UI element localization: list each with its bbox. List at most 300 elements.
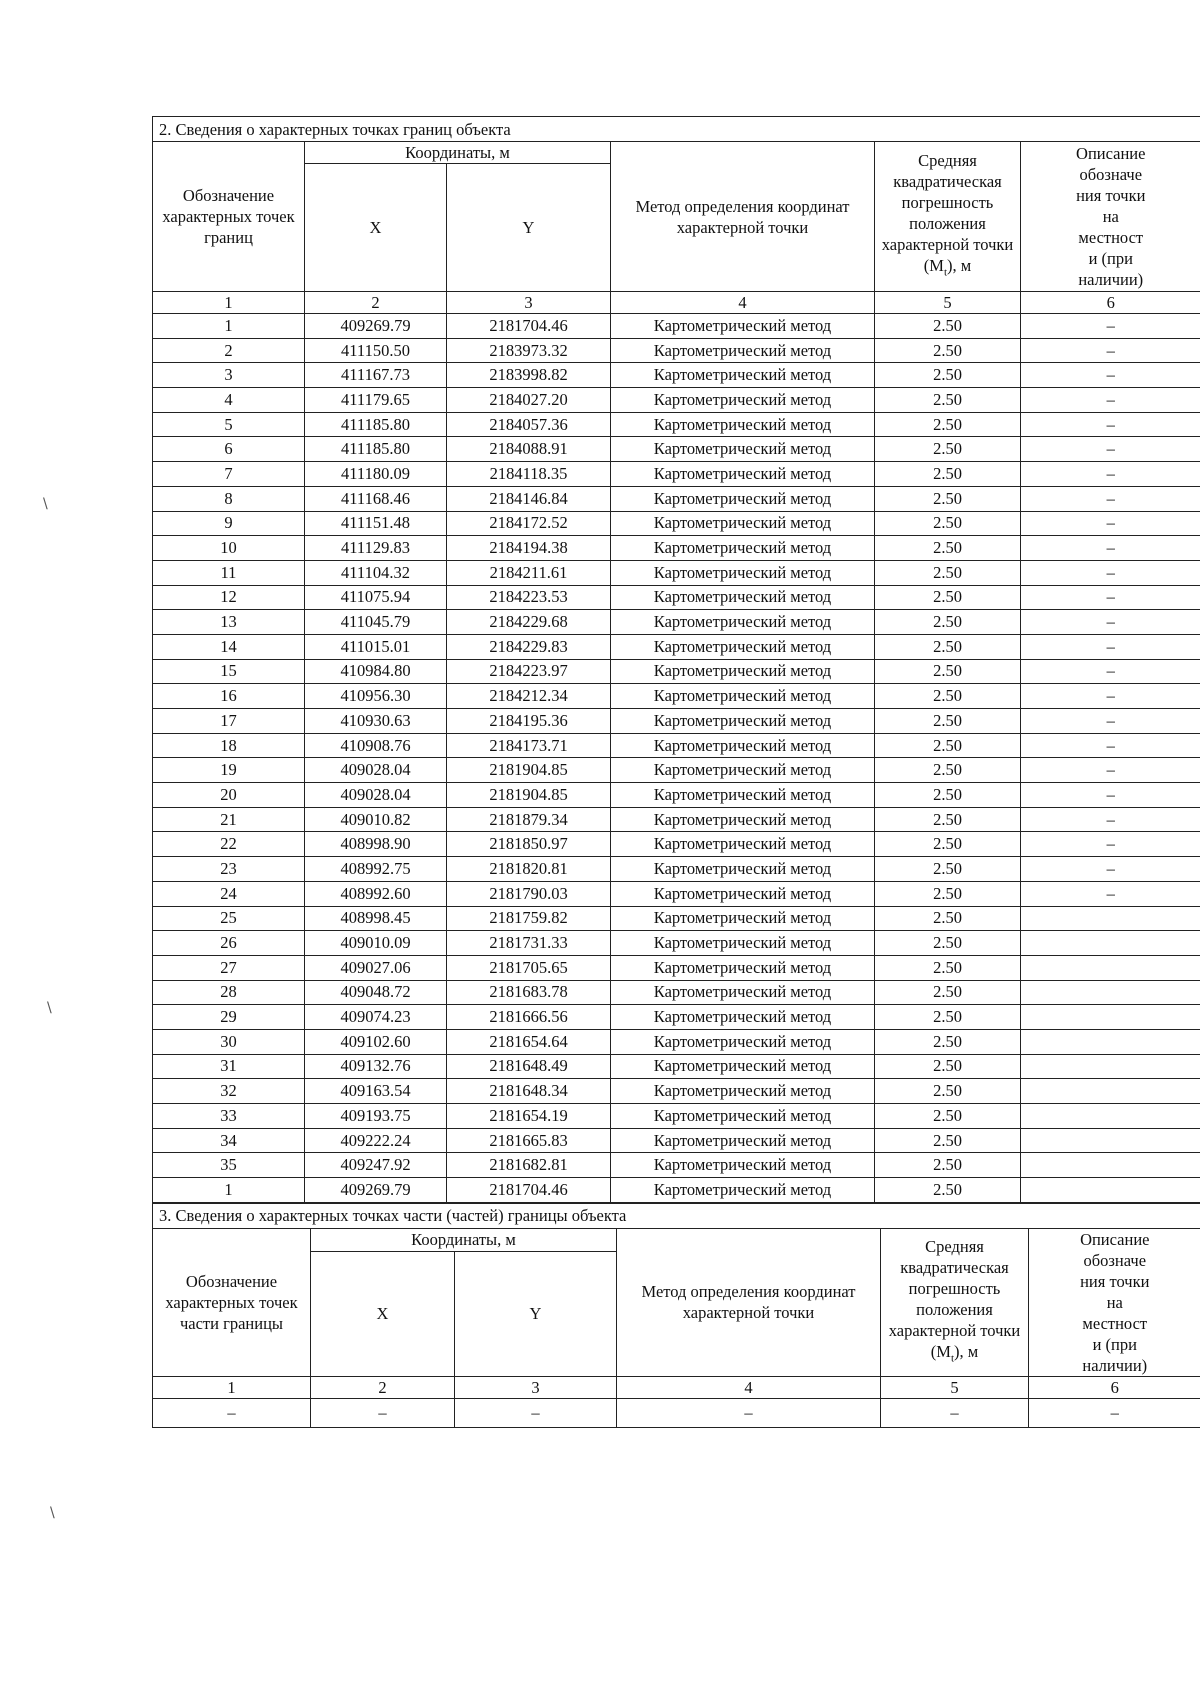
point-number-cell: 26	[153, 931, 305, 956]
table-row	[153, 758, 1200, 783]
mean-error-cell: 2.50	[875, 733, 1021, 758]
mean-error-cell: 2.50	[875, 980, 1021, 1005]
header-y: Y	[447, 164, 611, 292]
point-number-cell: 13	[153, 610, 305, 635]
method-cell: Картометрический метод	[611, 462, 875, 487]
table-row	[153, 906, 1200, 931]
coord-x-cell: 409048.72	[305, 980, 447, 1005]
point-number-cell: 5	[153, 412, 305, 437]
coord-y-cell: 2181704.46	[447, 314, 611, 339]
header-description	[1021, 142, 1200, 292]
method-cell: Картометрический метод	[611, 684, 875, 709]
description-cell: –	[1021, 758, 1200, 783]
header-point-designation: Обозначение характерных точек границ	[153, 142, 305, 292]
method-cell: Картометрический метод	[611, 955, 875, 980]
mean-error-cell: 2.50	[875, 511, 1021, 536]
description-cell: –	[1029, 1398, 1200, 1427]
method-cell: Картометрический метод	[611, 857, 875, 882]
point-number-cell: 1	[153, 1178, 305, 1203]
header-description-line: местност	[1082, 1313, 1148, 1333]
point-number-cell: 30	[153, 1029, 305, 1054]
mean-error-cell: 2.50	[875, 388, 1021, 413]
table-row	[153, 733, 1200, 758]
method-cell: Картометрический метод	[611, 1104, 875, 1129]
table-row	[153, 1153, 1200, 1178]
header-mean-error: Средняя квадратическая погрешность положения характерной точки $(M_t)$, м	[881, 1228, 1029, 1376]
method-cell: Картометрический метод	[611, 758, 875, 783]
method-cell: Картометрический метод	[611, 437, 875, 462]
method-cell: Картометрический метод	[611, 881, 875, 906]
description-cell: –	[1021, 363, 1200, 388]
column-number: 3	[455, 1376, 617, 1398]
table-row	[153, 980, 1200, 1005]
coord-y-cell: 2181665.83	[447, 1128, 611, 1153]
mean-error-cell: 2.50	[875, 634, 1021, 659]
point-number-cell: 8	[153, 486, 305, 511]
table-row	[153, 363, 1200, 388]
table-row	[153, 783, 1200, 808]
table-row	[153, 1005, 1200, 1030]
coord-x-cell: 411075.94	[305, 585, 447, 610]
point-number-cell: 35	[153, 1153, 305, 1178]
table-row	[153, 832, 1200, 857]
mean-error-cell: 2.50	[875, 1128, 1021, 1153]
point-number-cell: 4	[153, 388, 305, 413]
description-cell: –	[1021, 733, 1200, 758]
coord-y-cell: 2181705.65	[447, 955, 611, 980]
coord-x-cell: 411185.80	[305, 412, 447, 437]
coord-y-cell: 2184088.91	[447, 437, 611, 462]
coord-x-cell: 408992.75	[305, 857, 447, 882]
coord-x-cell: 409193.75	[305, 1104, 447, 1129]
mean-error-cell: 2.50	[875, 1153, 1021, 1178]
point-number-cell: 21	[153, 807, 305, 832]
mean-error-cell: 2.50	[875, 363, 1021, 388]
method-cell: Картометрический метод	[611, 585, 875, 610]
description-cell	[1021, 1005, 1200, 1030]
column-number: 1	[153, 292, 305, 314]
coord-x-cell: 411180.09	[305, 462, 447, 487]
column-number: 4	[611, 292, 875, 314]
method-cell: Картометрический метод	[611, 832, 875, 857]
header-description-line: ния точки	[1076, 186, 1146, 205]
coord-y-cell: 2184195.36	[447, 709, 611, 734]
table-row	[153, 1178, 1200, 1203]
point-number-cell: 34	[153, 1128, 305, 1153]
header-coordinates: Координаты, м	[311, 1228, 617, 1251]
coord-y-cell: 2184211.61	[447, 560, 611, 585]
table-row	[153, 338, 1200, 363]
mean-error-cell: 2.50	[875, 857, 1021, 882]
header-y: Y	[455, 1251, 617, 1376]
mean-error-cell: 2.50	[875, 783, 1021, 808]
method-cell: Картометрический метод	[611, 363, 875, 388]
table-row	[153, 634, 1200, 659]
description-cell: –	[1021, 585, 1200, 610]
header-point-designation: Обозначение характерных точек части границы	[153, 1228, 311, 1376]
description-cell: –	[1021, 881, 1200, 906]
description-cell: –	[1021, 511, 1200, 536]
point-number-cell: 6	[153, 437, 305, 462]
coord-y-cell: 2181654.19	[447, 1104, 611, 1129]
point-number-cell: –	[153, 1398, 311, 1427]
coord-x-cell: 410908.76	[305, 733, 447, 758]
method-cell: Картометрический метод	[611, 1153, 875, 1178]
point-number-cell: 2	[153, 338, 305, 363]
table-row	[153, 1054, 1200, 1079]
point-number-cell: 1	[153, 314, 305, 339]
column-number: 3	[447, 292, 611, 314]
table-row	[153, 1079, 1200, 1104]
coord-x-cell: 409163.54	[305, 1079, 447, 1104]
table-row	[153, 536, 1200, 561]
point-number-cell: 3	[153, 363, 305, 388]
header-description-line: наличии)	[1078, 270, 1144, 289]
method-cell: Картометрический метод	[611, 1079, 875, 1104]
description-cell	[1021, 1054, 1200, 1079]
mean-error-cell: 2.50	[875, 1104, 1021, 1129]
table-row	[153, 931, 1200, 956]
method-cell: Картометрический метод	[611, 610, 875, 635]
method-cell: Картометрический метод	[611, 1178, 875, 1203]
point-number-cell: 12	[153, 585, 305, 610]
description-cell: –	[1021, 807, 1200, 832]
point-number-cell: 29	[153, 1005, 305, 1030]
point-number-cell: 22	[153, 832, 305, 857]
table-row	[153, 709, 1200, 734]
method-cell: Картометрический метод	[611, 733, 875, 758]
coord-y-cell: 2181759.82	[447, 906, 611, 931]
coord-y-cell: 2181682.81	[447, 1153, 611, 1178]
description-cell	[1021, 1178, 1200, 1203]
description-cell: –	[1021, 338, 1200, 363]
method-cell: Картометрический метод	[611, 511, 875, 536]
point-number-cell: 15	[153, 659, 305, 684]
method-cell: Картометрический метод	[611, 1128, 875, 1153]
header-description-line: обозначе	[1083, 1250, 1147, 1270]
method-cell: Картометрический метод	[611, 338, 875, 363]
coord-x-cell: 410930.63	[305, 709, 447, 734]
method-cell: Картометрический метод	[611, 634, 875, 659]
coord-x-cell: 411045.79	[305, 610, 447, 635]
table-row	[153, 610, 1200, 635]
description-cell	[1021, 980, 1200, 1005]
method-cell: Картометрический метод	[611, 388, 875, 413]
table-row	[153, 388, 1200, 413]
coord-y-cell: 2181704.46	[447, 1178, 611, 1203]
mean-error-cell: 2.50	[875, 560, 1021, 585]
coord-y-cell: 2181666.56	[447, 1005, 611, 1030]
scan-speck: \	[43, 496, 48, 512]
table-row	[153, 1398, 1200, 1427]
description-cell: –	[1021, 832, 1200, 857]
coord-x-cell: 411015.01	[305, 634, 447, 659]
header-method: Метод определения координат характерной точки	[617, 1228, 881, 1376]
mean-error-cell: 2.50	[875, 585, 1021, 610]
point-number-cell: 27	[153, 955, 305, 980]
coord-x-cell: 411150.50	[305, 338, 447, 363]
coord-x-cell: 411168.46	[305, 486, 447, 511]
method-cell: Картометрический метод	[611, 807, 875, 832]
method-cell: Картометрический метод	[611, 314, 875, 339]
description-cell	[1021, 1153, 1200, 1178]
header-description-line: на	[1102, 207, 1119, 226]
coord-x-cell: 409027.06	[305, 955, 447, 980]
header-description	[1029, 1228, 1200, 1376]
mean-error-cell: 2.50	[875, 536, 1021, 561]
coord-y-cell: 2181731.33	[447, 931, 611, 956]
document-sheet	[152, 116, 1200, 1428]
coord-x-cell: 409222.24	[305, 1128, 447, 1153]
point-number-cell: 25	[153, 906, 305, 931]
mean-error-cell: 2.50	[875, 807, 1021, 832]
coord-x-cell: 409010.82	[305, 807, 447, 832]
header-coordinates: Координаты, м	[305, 142, 611, 164]
coord-y-cell: 2181683.78	[447, 980, 611, 1005]
table-row	[153, 684, 1200, 709]
method-cell: Картометрический метод	[611, 906, 875, 931]
header-x: X	[311, 1251, 455, 1376]
header-description-line: Описание	[1080, 1229, 1150, 1249]
scan-speck: \	[50, 1505, 55, 1521]
table-row	[153, 1029, 1200, 1054]
column-number: 5	[875, 292, 1021, 314]
section-title: 3. Сведения о характерных точках части (частей) границы объекта	[153, 1203, 1200, 1228]
column-number: 6	[1021, 292, 1200, 314]
table-row	[153, 462, 1200, 487]
coord-y-cell: 2184223.53	[447, 585, 611, 610]
point-number-cell: 31	[153, 1054, 305, 1079]
coord-x-cell: –	[311, 1398, 455, 1427]
header-description-line: и (при	[1088, 249, 1133, 268]
mean-error-cell: 2.50	[875, 338, 1021, 363]
mean-error-cell: 2.50	[875, 684, 1021, 709]
coord-x-cell: 411185.80	[305, 437, 447, 462]
coord-x-cell: 409028.04	[305, 758, 447, 783]
table-row	[153, 486, 1200, 511]
coord-x-cell: 409102.60	[305, 1029, 447, 1054]
method-cell: Картометрический метод	[611, 783, 875, 808]
column-number: 1	[153, 1376, 311, 1398]
point-number-cell: 14	[153, 634, 305, 659]
mean-error-cell: 2.50	[875, 1005, 1021, 1030]
coord-y-cell: –	[455, 1398, 617, 1427]
description-cell: –	[1021, 709, 1200, 734]
point-number-cell: 7	[153, 462, 305, 487]
scan-speck: \	[47, 1000, 52, 1016]
method-cell: Картометрический метод	[611, 1005, 875, 1030]
coord-x-cell: 409247.92	[305, 1153, 447, 1178]
coord-y-cell: 2181790.03	[447, 881, 611, 906]
coord-y-cell: 2184146.84	[447, 486, 611, 511]
coord-y-cell: 2183973.32	[447, 338, 611, 363]
mean-error-cell: 2.50	[875, 412, 1021, 437]
header-description-line: обозначе	[1079, 165, 1143, 184]
method-cell: Картометрический метод	[611, 1029, 875, 1054]
point-number-cell: 17	[153, 709, 305, 734]
column-number: 5	[881, 1376, 1029, 1398]
coord-y-cell: 2184172.52	[447, 511, 611, 536]
method-cell: Картометрический метод	[611, 980, 875, 1005]
description-cell: –	[1021, 314, 1200, 339]
coord-y-cell: 2181879.34	[447, 807, 611, 832]
coord-y-cell: 2184173.71	[447, 733, 611, 758]
point-number-cell: 23	[153, 857, 305, 882]
table-row	[153, 659, 1200, 684]
mean-error-cell: 2.50	[875, 1178, 1021, 1203]
coord-y-cell: 2184057.36	[447, 412, 611, 437]
method-cell: Картометрический метод	[611, 486, 875, 511]
point-number-cell: 16	[153, 684, 305, 709]
description-cell: –	[1021, 388, 1200, 413]
coord-x-cell: 408998.45	[305, 906, 447, 931]
coord-y-cell: 2184223.97	[447, 659, 611, 684]
coord-y-cell: 2181648.49	[447, 1054, 611, 1079]
header-mean-error: Средняя квадратическая погрешность положения характерной точки $(M_t)$, м	[875, 142, 1021, 292]
mean-error-cell: 2.50	[875, 758, 1021, 783]
coord-y-cell: 2181904.85	[447, 758, 611, 783]
description-cell	[1021, 955, 1200, 980]
coord-y-cell: 2181904.85	[447, 783, 611, 808]
coord-y-cell: 2184229.83	[447, 634, 611, 659]
boundary-points-table	[152, 116, 1200, 1203]
description-cell: –	[1021, 634, 1200, 659]
mean-error-cell: 2.50	[875, 1054, 1021, 1079]
description-cell: –	[1021, 610, 1200, 635]
coord-x-cell: 411104.32	[305, 560, 447, 585]
mean-error-cell: 2.50	[875, 709, 1021, 734]
mean-error-cell: 2.50	[875, 659, 1021, 684]
description-cell: –	[1021, 560, 1200, 585]
point-number-cell: 33	[153, 1104, 305, 1129]
description-cell	[1021, 1029, 1200, 1054]
mean-error-cell: 2.50	[875, 931, 1021, 956]
table-row	[153, 511, 1200, 536]
coord-x-cell: 409269.79	[305, 314, 447, 339]
coord-x-cell: 409010.09	[305, 931, 447, 956]
method-cell: Картометрический метод	[611, 709, 875, 734]
header-description-line: местност	[1078, 228, 1144, 247]
coord-y-cell: 2184118.35	[447, 462, 611, 487]
description-cell: –	[1021, 536, 1200, 561]
mean-error-cell: 2.50	[875, 1029, 1021, 1054]
header-description-line: Описание	[1076, 144, 1146, 163]
coord-x-cell: 410956.30	[305, 684, 447, 709]
coord-y-cell: 2181850.97	[447, 832, 611, 857]
coord-x-cell: 410984.80	[305, 659, 447, 684]
method-cell: Картометрический метод	[611, 659, 875, 684]
table-row	[153, 437, 1200, 462]
header-description-line: наличии)	[1082, 1355, 1148, 1375]
description-cell: –	[1021, 857, 1200, 882]
coord-x-cell: 411151.48	[305, 511, 447, 536]
coord-y-cell: 2181648.34	[447, 1079, 611, 1104]
method-cell: Картометрический метод	[611, 560, 875, 585]
method-cell: Картометрический метод	[611, 536, 875, 561]
description-cell	[1021, 906, 1200, 931]
mean-error-cell: 2.50	[875, 881, 1021, 906]
description-cell: –	[1021, 437, 1200, 462]
mean-error-cell: 2.50	[875, 832, 1021, 857]
point-number-cell: 11	[153, 560, 305, 585]
table-row	[153, 857, 1200, 882]
header-method: Метод определения координат характерной точки	[611, 142, 875, 292]
mean-error-cell: 2.50	[875, 437, 1021, 462]
header-description-line: ния точки	[1080, 1271, 1150, 1291]
description-cell	[1021, 1079, 1200, 1104]
coord-x-cell: 409028.04	[305, 783, 447, 808]
description-cell	[1021, 1104, 1200, 1129]
coord-x-cell: 411129.83	[305, 536, 447, 561]
table-row	[153, 955, 1200, 980]
column-number: 2	[305, 292, 447, 314]
coord-y-cell: 2181820.81	[447, 857, 611, 882]
mean-error-cell: 2.50	[875, 610, 1021, 635]
point-number-cell: 20	[153, 783, 305, 808]
method-cell: –	[617, 1398, 881, 1427]
coord-y-cell: 2184212.34	[447, 684, 611, 709]
description-cell: –	[1021, 486, 1200, 511]
mean-error-cell: 2.50	[875, 486, 1021, 511]
method-cell: Картометрический метод	[611, 412, 875, 437]
column-number: 2	[311, 1376, 455, 1398]
point-number-cell: 28	[153, 980, 305, 1005]
mean-error-cell: 2.50	[875, 906, 1021, 931]
point-number-cell: 19	[153, 758, 305, 783]
part-boundary-points-table	[152, 1203, 1200, 1428]
table-row	[153, 807, 1200, 832]
coord-y-cell: 2184027.20	[447, 388, 611, 413]
table-row	[153, 881, 1200, 906]
table-row	[153, 560, 1200, 585]
header-description-line: на	[1106, 1292, 1123, 1312]
coord-x-cell: 408992.60	[305, 881, 447, 906]
coord-x-cell: 409074.23	[305, 1005, 447, 1030]
description-cell: –	[1021, 783, 1200, 808]
point-number-cell: 32	[153, 1079, 305, 1104]
table-row	[153, 1128, 1200, 1153]
coord-y-cell: 2184229.68	[447, 610, 611, 635]
mean-error-cell: 2.50	[875, 1079, 1021, 1104]
description-cell: –	[1021, 659, 1200, 684]
coord-y-cell: 2184194.38	[447, 536, 611, 561]
point-number-cell: 24	[153, 881, 305, 906]
table-row	[153, 314, 1200, 339]
column-number: 6	[1029, 1376, 1200, 1398]
coord-x-cell: 411179.65	[305, 388, 447, 413]
column-number: 4	[617, 1376, 881, 1398]
method-cell: Картометрический метод	[611, 931, 875, 956]
section-title: 2. Сведения о характерных точках границ объекта	[153, 117, 1200, 142]
description-cell	[1021, 1128, 1200, 1153]
description-cell	[1021, 931, 1200, 956]
coord-x-cell: 408998.90	[305, 832, 447, 857]
coord-x-cell: 411167.73	[305, 363, 447, 388]
point-number-cell: 18	[153, 733, 305, 758]
coord-y-cell: 2181654.64	[447, 1029, 611, 1054]
coord-y-cell: 2183998.82	[447, 363, 611, 388]
description-cell: –	[1021, 412, 1200, 437]
description-cell: –	[1021, 462, 1200, 487]
table-row	[153, 585, 1200, 610]
method-cell: Картометрический метод	[611, 1054, 875, 1079]
coord-x-cell: 409132.76	[305, 1054, 447, 1079]
mean-error-cell: 2.50	[875, 955, 1021, 980]
coord-x-cell: 409269.79	[305, 1178, 447, 1203]
mean-error-cell: 2.50	[875, 462, 1021, 487]
point-number-cell: 9	[153, 511, 305, 536]
header-x: X	[305, 164, 447, 292]
